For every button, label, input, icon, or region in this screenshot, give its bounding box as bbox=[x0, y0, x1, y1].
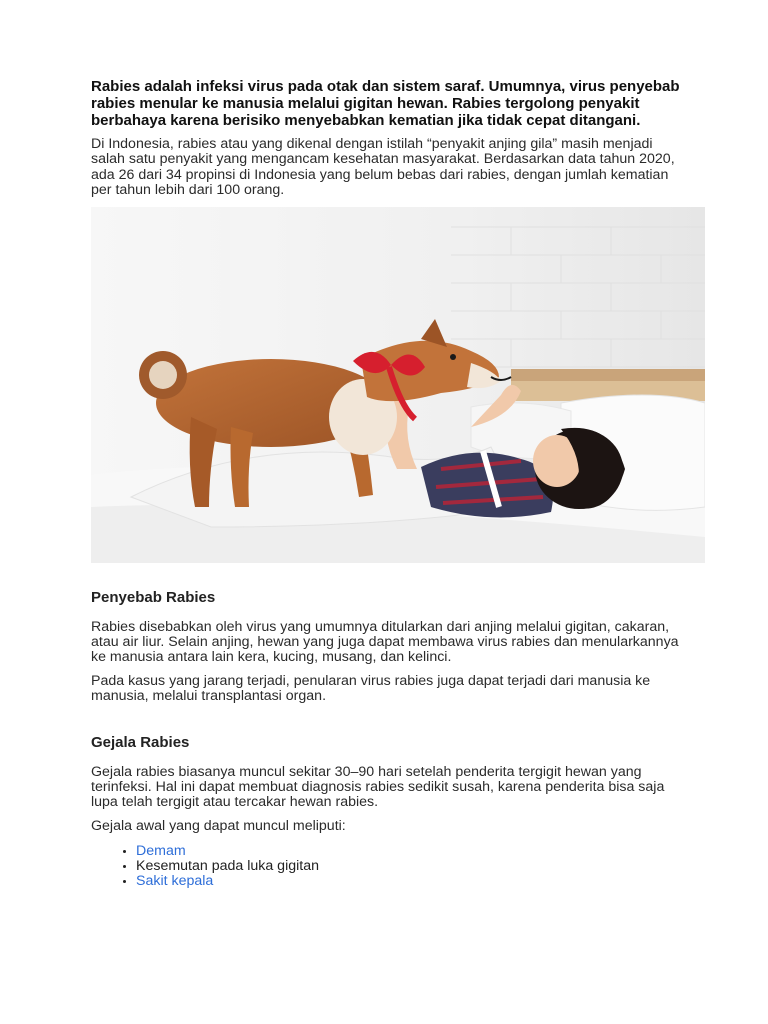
symptom-list bbox=[91, 844, 681, 889]
section-paragraph: Rabies disebabkan oleh virus yang umumnya ditularkan dari anjing melalui gigitan, cakaran, atau air liur. Selain anjing, hewan yang juga dapat membawa virus rabies dan menularkannya ke manusia antara lain kera, kucing, musang, dan kelinci. bbox=[91, 618, 679, 666]
list-item bbox=[136, 844, 681, 859]
article-intro: Di Indonesia, rabies atau yang dikenal dengan istilah “penyakit anjing gila” masih menjadi salah satu penyakit yang mengancam kesehatan masyarakat. Berdasarkan data tahun 2020, ada 26 dari 34 propinsi di Indonesia yang belum bebas dari rabies, dengan jumlah kematian per tahun lebih dari 100 orang. bbox=[91, 136, 675, 199]
article-lead: Rabies adalah infeksi virus pada otak dan sistem saraf. Umumnya, virus penyebab rabies menular ke manusia melalui gigitan hewan. Rabies tergolong penyakit berbahaya karena berisiko menyebabkan kematian jika tidak cepat ditangani. bbox=[91, 78, 680, 129]
article bbox=[91, 78, 681, 889]
section-paragraph: Pada kasus yang jarang terjadi, penularan virus rabies juga dapat terjadi dari manusia ke manusia, melalui transplantasi organ. bbox=[91, 672, 651, 705]
symptom-link-sakit-kepala[interactable]: Sakit kepala bbox=[136, 873, 214, 890]
section-paragraph: Gejala awal yang dapat muncul meliputi: bbox=[91, 817, 346, 834]
section-paragraph: Gejala rabies biasanya muncul sekitar 30–90 hari setelah penderita tergigit hewan yang terinfeksi. Hal ini dapat membuat diagnosis rabies sedikit susah, karena penderita bisa saja lupa telah tergigit atau tercakar hewan rabies. bbox=[91, 763, 665, 811]
symptom-text: Kesemutan pada luka gigitan bbox=[136, 858, 319, 875]
article-photo bbox=[91, 207, 705, 563]
section-heading-penyebab: Penyebab Rabies bbox=[91, 588, 216, 606]
list-item bbox=[136, 874, 681, 889]
list-item bbox=[136, 859, 681, 874]
symptom-link-demam[interactable]: Demam bbox=[136, 843, 186, 860]
photo-woman-with-dog bbox=[91, 207, 705, 563]
section-heading-gejala: Gejala Rabies bbox=[91, 733, 190, 751]
